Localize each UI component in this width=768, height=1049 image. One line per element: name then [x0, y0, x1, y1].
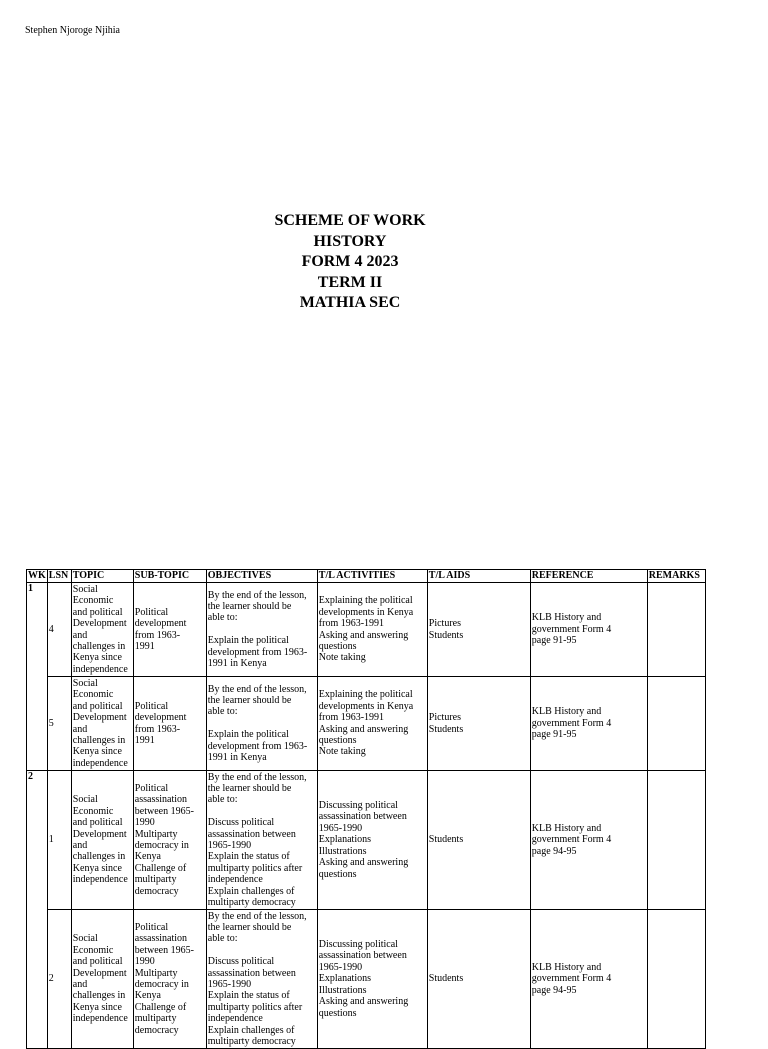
cell-line: Explanations: [318, 973, 371, 985]
cell-line: Asking and answering: [318, 996, 409, 1008]
header-row: [27, 570, 706, 583]
table-row: [27, 583, 706, 677]
cell-line: the learner should be: [207, 921, 292, 933]
cell-objectives: [206, 677, 317, 771]
cell-line: Illustrations: [318, 984, 367, 996]
cell-line: and political: [72, 606, 123, 618]
cell-line: 1991: [134, 734, 155, 746]
cell-line: Multiparty: [134, 967, 178, 979]
cell-line: Explain the political: [207, 635, 289, 647]
cell-line: Students: [428, 834, 464, 846]
cell-line: Explain the status of: [207, 990, 290, 1002]
cell-line: Economic: [72, 805, 114, 817]
cell-line: government Form 4: [531, 834, 612, 846]
cell-line: Illustrations: [318, 845, 367, 857]
author-name: Stephen Njoroge Njihia: [25, 25, 120, 36]
cell-line: and: [72, 840, 88, 851]
document-title: [0, 211, 700, 314]
cell-line: [208, 945, 316, 956]
cell-line: 1990: [134, 817, 155, 829]
cell-activities: [317, 771, 427, 910]
cell-line: multiparty democracy: [207, 1036, 296, 1048]
cell-line: By the end of the lesson,: [207, 589, 307, 601]
cell-line: challenges in: [72, 640, 126, 652]
header-aids: T/L AIDS: [427, 570, 530, 583]
cell-line: KLB History and: [531, 706, 602, 718]
cell-line: Discuss political: [207, 956, 275, 968]
cell-reference: [530, 583, 647, 677]
cell-line: government Form 4: [531, 623, 612, 635]
cell-line: Explain the status of: [207, 851, 290, 863]
header-topic: TOPIC: [71, 570, 133, 583]
cell-line: challenges in: [72, 851, 126, 863]
cell-objectives: [206, 771, 317, 910]
lesson-number: 2: [47, 910, 71, 1049]
cell-line: able to:: [207, 794, 238, 806]
cell-line: By the end of the lesson,: [207, 683, 307, 695]
cell-line: independence: [72, 1013, 128, 1025]
cell-line: page 91-95: [531, 729, 577, 741]
cell-line: Students: [428, 723, 464, 735]
cell-line: multiparty: [134, 874, 177, 886]
cell-line: independence: [72, 757, 128, 769]
cell-aids: [427, 677, 530, 771]
cell-line: Political: [134, 921, 169, 933]
cell-line: 1990: [134, 956, 155, 968]
header-lsn: LSN: [47, 570, 71, 583]
cell-line: assassination between: [207, 828, 296, 840]
lesson-number: 5: [47, 677, 71, 771]
cell-subtopic: [133, 677, 206, 771]
cell-line: Explanations: [318, 834, 371, 846]
table-row: [27, 910, 706, 1049]
cell-topic: [71, 771, 133, 910]
cell-line: Note taking: [318, 746, 366, 758]
cell-aids: [427, 771, 530, 910]
header-objectives: OBJECTIVES: [206, 570, 317, 583]
cell-line: Discuss political: [207, 817, 275, 829]
cell-topic: [71, 677, 133, 771]
cell-line: assassination: [134, 933, 187, 945]
cell-line: independence: [72, 663, 128, 675]
header-activities: T/L ACTIVITIES: [317, 570, 427, 583]
header-reference: REFERENCE: [530, 570, 647, 583]
cell-line: page 94-95: [531, 845, 577, 857]
cell-remarks: [647, 771, 705, 910]
cell-remarks: [647, 910, 705, 1049]
cell-line: Pictures: [428, 618, 461, 630]
cell-line: Discussing political: [318, 939, 398, 951]
cell-line: Students: [428, 973, 464, 985]
cell-line: multiparty politics after: [207, 862, 303, 874]
cell-line: able to:: [207, 612, 238, 624]
cell-line: Pictures: [428, 712, 461, 724]
cell-remarks: [647, 677, 705, 771]
cell-line: Development: [72, 712, 127, 724]
cell-line: Kenya: [134, 851, 161, 863]
cell-line: Economic: [72, 689, 114, 701]
cell-aids: [427, 910, 530, 1049]
scheme-table: [26, 569, 706, 1049]
cell-line: and political: [72, 817, 123, 829]
header-remarks: REMARKS: [647, 570, 705, 583]
cell-line: Asking and answering: [318, 629, 409, 641]
cell-line: government Form 4: [531, 717, 612, 729]
cell-line: assassination between: [318, 950, 407, 962]
cell-line: multiparty democracy: [207, 897, 296, 909]
cell-subtopic: [133, 771, 206, 910]
cell-line: Kenya: [134, 990, 161, 1002]
cell-subtopic: [133, 583, 206, 677]
cell-line: Explain challenges of: [207, 885, 295, 897]
cell-line: the learner should be: [207, 782, 292, 794]
cell-line: developments in Kenya: [318, 606, 414, 618]
header-wk: WK: [28, 570, 46, 581]
cell-line: Students: [428, 629, 464, 641]
cell-line: democracy in: [134, 979, 189, 990]
title-line: HISTORY: [313, 232, 387, 250]
cell-line: Discussing political: [318, 800, 398, 812]
cell-line: Social: [72, 677, 98, 689]
cell-line: and political: [72, 700, 123, 712]
cell-line: Note taking: [318, 652, 366, 664]
cell-line: challenges in: [72, 734, 126, 746]
cell-line: 1991 in Kenya: [207, 658, 267, 669]
cell-activities: [317, 910, 427, 1049]
cell-activities: [317, 583, 427, 677]
cell-line: By the end of the lesson,: [207, 771, 307, 783]
cell-line: able to:: [207, 706, 238, 718]
cell-line: challenges in: [72, 990, 126, 1002]
cell-line: KLB History and: [531, 822, 602, 834]
cell-line: assassination between: [207, 967, 296, 979]
cell-line: from 1963-1991: [318, 712, 385, 724]
cell-line: Development: [72, 967, 127, 979]
cell-line: Economic: [72, 595, 114, 607]
cell-line: 1965-1990: [318, 822, 363, 834]
cell-reference: [530, 677, 647, 771]
cell-line: 1965-1990: [318, 961, 363, 973]
week-number: 1: [27, 583, 48, 771]
cell-line: Economic: [72, 944, 114, 956]
cell-line: Explain challenges of: [207, 1024, 295, 1036]
cell-line: government Form 4: [531, 973, 612, 985]
cell-topic: [71, 910, 133, 1049]
cell-line: Kenya since: [72, 1001, 122, 1013]
cell-line: democracy in: [134, 840, 189, 851]
cell-line: and: [72, 723, 88, 735]
title-line: MATHIA SEC: [299, 294, 401, 311]
lesson-number: 4: [47, 583, 71, 677]
cell-line: KLB History and: [531, 612, 602, 624]
cell-line: questions: [318, 868, 357, 880]
cell-line: [208, 624, 316, 635]
cell-line: able to:: [207, 933, 238, 945]
cell-line: 1965-1990: [207, 978, 252, 990]
cell-subtopic: [133, 910, 206, 1049]
cell-line: page 94-95: [531, 984, 577, 996]
cell-line: independence: [207, 1013, 263, 1025]
cell-line: Development: [72, 828, 127, 840]
cell-line: [208, 806, 316, 817]
cell-line: Asking and answering: [318, 857, 409, 869]
cell-line: development: [134, 618, 187, 630]
week-number: 2: [27, 771, 48, 1049]
cell-line: assassination: [134, 794, 187, 806]
title-line: SCHEME OF WORK: [274, 212, 426, 229]
cell-line: Social: [72, 583, 98, 595]
cell-objectives: [206, 583, 317, 677]
header-subtopic: SUB-TOPIC: [133, 570, 206, 583]
cell-line: from 1963-: [134, 723, 181, 735]
scheme-table-body: [27, 583, 706, 1049]
cell-line: independence: [207, 874, 263, 886]
cell-line: Political: [134, 606, 169, 618]
cell-line: questions: [318, 734, 357, 746]
cell-line: independence: [72, 874, 128, 886]
cell-reference: [530, 910, 647, 1049]
cell-topic: [71, 583, 133, 677]
cell-line: Asking and answering: [318, 723, 409, 735]
cell-aids: [427, 583, 530, 677]
cell-line: questions: [318, 1007, 357, 1019]
cell-line: KLB History and: [531, 961, 602, 973]
cell-line: page 91-95: [531, 635, 577, 647]
table-row: [27, 677, 706, 771]
cell-line: By the end of the lesson,: [207, 910, 307, 922]
cell-line: 1991: [134, 640, 155, 652]
cell-line: Kenya since: [72, 862, 122, 874]
cell-line: and: [72, 979, 88, 990]
cell-remarks: [647, 583, 705, 677]
cell-line: Kenya since: [72, 746, 122, 758]
cell-line: from 1963-1991: [318, 618, 385, 630]
cell-line: assassination between: [318, 811, 407, 823]
cell-line: development from 1963-: [207, 646, 308, 658]
cell-line: the learner should be: [207, 600, 292, 612]
cell-reference: [530, 771, 647, 910]
cell-line: Political: [134, 782, 169, 794]
cell-line: and political: [72, 956, 123, 968]
title-line: FORM 4 2023: [301, 253, 399, 270]
cell-line: between 1965-: [134, 805, 194, 817]
cell-line: democracy: [134, 1024, 179, 1036]
title-line: TERM II: [317, 273, 383, 291]
cell-line: Explaining the political: [318, 689, 413, 701]
cell-line: Challenge of: [134, 862, 187, 874]
cell-line: development: [134, 712, 187, 724]
cell-line: Challenge of: [134, 1001, 187, 1013]
cell-line: Political: [134, 700, 169, 712]
cell-line: the learner should be: [207, 694, 292, 706]
cell-line: and: [72, 629, 88, 641]
cell-line: Social: [72, 794, 98, 806]
cell-line: Explaining the political: [318, 595, 413, 607]
cell-line: development from 1963-: [207, 740, 308, 752]
lesson-number: 1: [47, 771, 71, 910]
cell-line: 1991 in Kenya: [207, 752, 267, 763]
cell-line: developments in Kenya: [318, 700, 414, 712]
cell-objectives: [206, 910, 317, 1049]
cell-line: Multiparty: [134, 828, 178, 840]
cell-line: questions: [318, 640, 357, 652]
cell-line: between 1965-: [134, 944, 194, 956]
cell-activities: [317, 677, 427, 771]
cell-line: Development: [72, 618, 127, 630]
cell-line: multiparty: [134, 1013, 177, 1025]
cell-line: Social: [72, 933, 98, 945]
cell-line: Explain the political: [207, 729, 289, 741]
cell-line: democracy: [134, 885, 179, 897]
cell-line: Kenya since: [72, 652, 122, 664]
cell-line: [208, 718, 316, 729]
cell-line: multiparty politics after: [207, 1001, 303, 1013]
cell-line: 1965-1990: [207, 839, 252, 851]
cell-line: from 1963-: [134, 629, 181, 641]
table-row: [27, 771, 706, 910]
